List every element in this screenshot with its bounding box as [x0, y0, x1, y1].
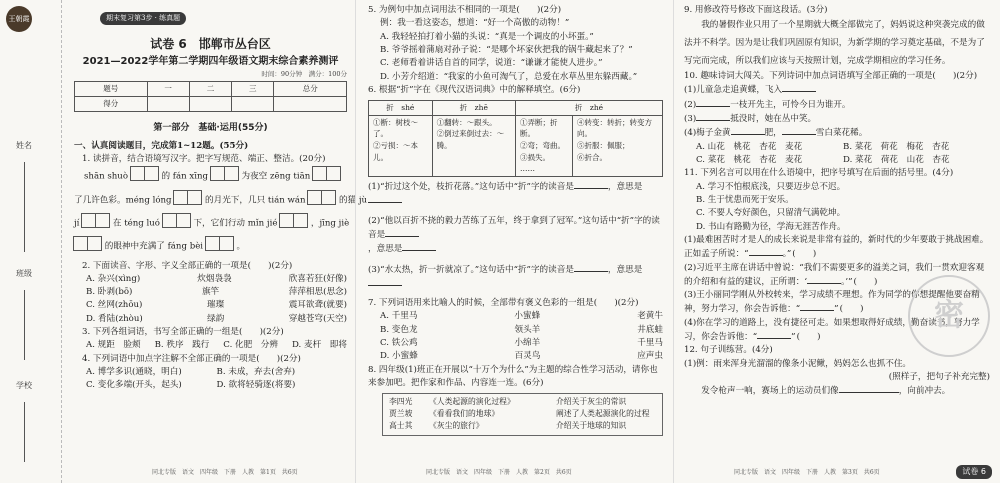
dictionary-table	[368, 100, 663, 177]
q1-line-4	[74, 236, 347, 256]
name-line	[24, 162, 25, 252]
author[interactable]: 高士其	[389, 421, 413, 431]
option-d[interactable]: D. 欲将轻骑逐(将要)	[216, 380, 296, 391]
q11-title: 11. 下列名言可以用在什么语境中，把序号填写在后面的括号里。(4分)	[684, 168, 954, 179]
pinyin: 下，它们行动 mǐn jié	[193, 218, 278, 229]
option-a[interactable]: A. 规距 脸颊	[86, 340, 141, 351]
q7-row-a: A. 千里马 小蜜蜂 老黄牛	[368, 310, 663, 323]
option-c[interactable]: C. 菜花 桃花 杏花 麦花	[696, 155, 803, 166]
table-head: 折 zhē	[432, 101, 515, 116]
option-d[interactable]: D. 小蜜蜂	[380, 351, 418, 362]
section-1-heading: 一、认真阅读题目，完成第1~12题。(55分)	[74, 140, 249, 151]
q11-option-a: A. 学习不怕根底浅，只要迈步总不迟。	[696, 181, 846, 192]
q3-title: 3. 下列各组词语，书写全部正确的一组是( )(2分)	[82, 327, 284, 338]
char-grid[interactable]	[211, 166, 239, 186]
option-c[interactable]: C. 丝网(zhōu)	[86, 300, 143, 311]
q5-option-d[interactable]: D. 小芳介绍道：“我家的小鱼可淘气了，总爱在水草丛里东躲西藏。”	[380, 71, 638, 82]
option-d[interactable]: D. 肴陆(zhòu)	[86, 313, 143, 324]
pinyin: shān shuò	[84, 171, 128, 182]
q10-line-2: (2) 一枝开先主，可怜今日为谁开。	[684, 99, 851, 110]
answer-blank[interactable]	[749, 247, 783, 256]
q4-options	[74, 366, 347, 393]
score-cell[interactable]	[189, 97, 231, 112]
class-line	[24, 290, 25, 360]
q3-options	[74, 339, 347, 352]
answer-blank[interactable]	[368, 277, 402, 286]
q11-option-d: D. 书山有路勤为径，学海无涯苦作舟。	[696, 221, 846, 232]
q9-text[interactable]: 我的暑假作业只用了一个星期就大概全部做完了，妈妈说这种突袭完成的做法并不科学。因为是让我们巩固原有知识，为新学期的学习奠定基础，不是为了写完而完成，所以我们应该与天按照计划，完成学期相应的学习任务。	[684, 20, 985, 66]
table-head: 折 shé	[369, 101, 433, 116]
char-grid[interactable]	[313, 166, 341, 186]
q10-title: 10. 趣味诗词大闯关。下列诗词中加点词语填写全部正确的一项是( )(2分)	[684, 71, 978, 82]
q1-title: 1. 读拼音，结合语境写汉字。把字写规范、端正、整洁。(20分)	[82, 153, 326, 164]
q11-option-b: B. 生于忧患而死于安乐。	[696, 194, 794, 205]
option-a[interactable]: A. 博学多识(通晓，明白)	[86, 367, 182, 378]
exam-time: 时间：90分钟 满分：100分	[261, 70, 347, 79]
table-cell: ④转变：转折；转变方向。 ⑤折服：佩服； ⑥折合。	[572, 115, 662, 176]
pinyin: jí	[74, 218, 80, 229]
answer-paren[interactable]: ( )	[853, 276, 878, 287]
option-text: 萍萍相思(思念)	[288, 287, 347, 298]
exam-tag: 试卷 6	[956, 465, 992, 479]
answer-blank[interactable]	[807, 275, 841, 284]
score-label: 得分	[75, 97, 148, 112]
exam-title: 试卷 6 邯郸市丛台区	[150, 37, 271, 52]
score-cell[interactable]	[232, 97, 274, 112]
answer-blank[interactable]	[782, 83, 816, 92]
q8-title: 8. 四年级(1)班正在开展以“十万个为什么”为主题的综合性学习活动，请你也来参加吧。把作家和作品、内容连一连。(6分)	[368, 364, 658, 388]
answer-blank[interactable]	[731, 126, 765, 135]
q6-title: 6. 根据“折”字在《现代汉语词典》中的解释填空。(6分)	[368, 84, 581, 95]
score-head: 一	[147, 82, 189, 97]
option-text: 震耳欲聋(就要)	[288, 300, 347, 311]
option-b[interactable]: B. 未成，弃去(舍弃)	[216, 367, 296, 378]
q10-line-1: (1)儿童急走追黄蝶，飞入	[684, 83, 990, 97]
q10-line-4: (4)梅子金黄 肥， 雪白菜花稀。	[684, 128, 868, 139]
score-head: 三	[232, 82, 274, 97]
work[interactable]: 《灰尘的旅行》	[429, 421, 484, 431]
part-1-heading: 第一部分 基础·运用(55分)	[153, 122, 268, 133]
pinyin: ，jīng jiè	[310, 218, 350, 229]
option-b[interactable]: B. 卧剥(bō)	[86, 287, 133, 298]
char-grid[interactable]	[74, 236, 102, 256]
char-grid[interactable]	[174, 190, 202, 210]
table-cell: ①翻转：～跟头。 ②倒过来倒过去：～腾。	[432, 115, 515, 176]
answer-blank[interactable]	[574, 263, 608, 272]
page-3-footer: 同北专版 语文 四年级 下册 人教 第3页 共6页	[734, 468, 880, 476]
score-cell[interactable]	[274, 97, 347, 112]
q11-sub-3: (3)王小丽同学刚从外校转来，学习成绩不理想。作为同学的你想提醒他要奋精神，努力学习，你会告诉他：“ ”( )	[684, 289, 990, 317]
strip-class: 班级	[16, 269, 32, 278]
answer-blank[interactable]	[782, 126, 816, 135]
page-2	[355, 0, 673, 483]
score-table	[74, 81, 347, 111]
work[interactable]: 《看看我们的地球》	[429, 409, 500, 419]
answer-blank[interactable]	[402, 242, 436, 251]
q7-row-d: D. 小蜜蜂 百灵鸟 应声虫	[368, 350, 663, 363]
author[interactable]: 李四光	[389, 397, 413, 407]
option-c[interactable]: C. 化肥 分辨	[223, 340, 278, 351]
char-grid[interactable]	[308, 190, 336, 210]
q6-sub-2: (2)“他以百折不挠的毅力苦练了五年，终于拿到了冠军。”这句话中“折”字的读音是	[368, 215, 660, 240]
answer-blank[interactable]	[696, 98, 730, 107]
option-b[interactable]: B. 菜花 荷花 梅花 杏花	[843, 141, 950, 152]
logo-text: 王朝霞	[8, 14, 30, 23]
char-grid[interactable]	[206, 236, 234, 256]
q2-options	[74, 273, 347, 326]
answer-blank[interactable]	[368, 194, 402, 203]
q1-line-1	[74, 166, 347, 186]
option-b[interactable]: B. 秩序 践行	[154, 340, 210, 351]
option-a[interactable]: A. 千里马	[380, 311, 418, 322]
pinyin: 为夜空 zēng tiān	[241, 171, 311, 182]
char-grid[interactable]	[163, 213, 191, 233]
pinyin: 的眼神中充满了 fáng bèi	[104, 241, 204, 252]
table-head: 折 zhé	[515, 101, 662, 116]
q1-line-2	[74, 190, 368, 210]
answer-paren[interactable]: ( )	[796, 332, 821, 343]
q5-option-c[interactable]: C. 老师看着讲话自首的同学，说道：“谦谦才能使人进步。”	[380, 58, 603, 69]
pinyin: 的月光下，几只 tián wán	[205, 195, 306, 206]
author[interactable]: 贾兰坡	[389, 409, 413, 419]
score-head: 题号	[75, 82, 148, 97]
q11-sub-4: (4)你在学习的道路上，没有捷径可走。如果想取得好成绩，勤奋读书，努力学习，你会告诉他：“ ”( )	[684, 317, 990, 345]
option-d[interactable]: D. 菜花 荷花 山花 杏花	[843, 155, 950, 166]
answer-blank[interactable]	[696, 112, 730, 121]
q10-line-3: (3) 抵没时，她在丛中笑。	[684, 114, 817, 125]
answer-blank[interactable]	[385, 228, 419, 237]
exam-subtitle: 2021—2022学年第二学期四年级语文期末综合素养测评	[82, 55, 339, 67]
answer-blank[interactable]	[574, 180, 608, 189]
answer-blank[interactable]	[757, 330, 791, 339]
answer-blank[interactable]	[800, 302, 834, 311]
score-cell[interactable]	[147, 97, 189, 112]
q7-row-b: B. 变色龙 领头羊 井底蛙	[368, 324, 663, 337]
page-1-footer: 同北专版 语文 四年级 下册 人教 第1页 共6页	[152, 468, 298, 476]
q5-example: 例：我一看这姿态，想道：“好一个高傲的动物！”	[380, 18, 570, 29]
pinyin: 的猫 jù	[338, 195, 368, 206]
matching-box	[382, 393, 663, 435]
pinyin: 在 téng luó	[112, 218, 160, 229]
content[interactable]: 介绍关于地球的知识	[556, 421, 627, 431]
option-text: 穿越苍穹(天空)	[288, 313, 347, 324]
page-3	[673, 0, 1000, 483]
pinyin: 的 fán xīng	[161, 171, 208, 182]
score-head: 二	[189, 82, 231, 97]
q2-title: 2. 下面读音、字形、字义全部正确的一项是( )(2分)	[82, 260, 293, 271]
content[interactable]: 阐述了人类起源演化的过程	[556, 409, 650, 419]
score-head: 总分	[274, 82, 347, 97]
option-b[interactable]: B. 变色龙	[380, 324, 418, 335]
char-grid[interactable]	[82, 213, 110, 233]
option-text: 欣喜若狂(好像)	[288, 273, 347, 284]
option-text: 绿韵	[207, 313, 225, 324]
section-badge: 期末复习第3步 · 练真题	[100, 12, 186, 25]
q7-title: 7. 下列词语用来比喻人的时候，全部带有褒义色彩的一组是( )(2分)	[368, 298, 639, 309]
option-d[interactable]: D. 麦杆 即将	[291, 340, 347, 351]
char-grid[interactable]	[280, 213, 308, 233]
strip-name: 姓名	[16, 141, 32, 150]
page-1	[62, 0, 368, 483]
q10-options	[684, 141, 990, 168]
q12-line-1: (1)例：雨来浑身光溜溜的像条小泥鳅，妈妈怎么也抓不住。	[684, 358, 912, 369]
q6-sub-1: (1)“折过这个处，枝折花落。”这句话中“折”字的读音是 ，意思是	[368, 180, 663, 209]
q1-line-3	[74, 213, 350, 233]
q9-title: 9. 用修改符号修改下面这段话。(3分)	[684, 5, 828, 15]
q11-sub-1: (1)最难困苦时才是人的成长来说是非常有益的，新时代的少年要敢于挑战困难。正如孟子所说：“ 。”( )	[684, 234, 990, 262]
table-cell: ①弄断；折断。 ②弯；弯曲。 ③损失。 ……	[515, 115, 572, 176]
option-c[interactable]: C. 铁公鸡	[380, 338, 418, 349]
q5-option-b[interactable]: B. 爷爷摇着蒲扇对孙子说：“是哪个坏家伙把我的锅牛藏起来了？”	[380, 44, 633, 55]
work[interactable]: 《人类起源的演化过程》	[429, 397, 515, 407]
strip-school: 学校	[16, 381, 32, 390]
watermark-stamp: 密	[908, 275, 990, 357]
q11-sub-2: (2)习近平主席在讲话中曾说：“我们不需要更多的溢美之词，我们一贯欢迎客观的介绍和有益的建议，正所谓：‘ 。’”( )	[684, 262, 990, 290]
q12-instruction: (照样子，把句子补充完整)	[888, 372, 990, 383]
option-text: 旗竿	[201, 287, 220, 298]
q12-title: 12. 句子训练营。(4分)	[684, 345, 773, 356]
table-cell: ①断：树枝～了。 ②亏损：～本儿。	[369, 115, 433, 176]
option-text: 璀璨	[206, 300, 225, 311]
option-a[interactable]: A. 杂兴(xìng)	[86, 273, 141, 284]
option-a[interactable]: A. 山花 桃花 杏花 麦花	[696, 141, 803, 152]
answer-paren[interactable]: ( )	[792, 249, 817, 260]
option-text: 炊烟袅袅	[197, 273, 232, 284]
answer-blank[interactable]	[839, 384, 899, 393]
answer-paren[interactable]: ( )	[839, 304, 864, 315]
page-2-footer: 同北专版 语文 四年级 下册 人教 第2页 共6页	[426, 468, 572, 476]
q7-row-c: C. 铁公鸡 小绵羊 千里马	[368, 337, 663, 350]
pinyin: 了几许色彩。méng lóng	[74, 195, 172, 206]
q5-option-a[interactable]: A. 我轻轻拍打着小猫的头说：“真是一个调皮的小坏蛋。”	[380, 31, 594, 42]
q5-title: 5. 为例句中加点词用法不相同的一项是( )(2分)	[368, 5, 562, 15]
publisher-logo	[6, 6, 32, 32]
char-grid[interactable]	[131, 166, 159, 186]
q6-sub-3: (3)“水太热，折一折就凉了。”这句话中“折”字的读音是 ，意思是	[368, 263, 663, 292]
q4-title: 4. 下列词语中加点字注解不全部正确的一项是( )(2分)	[82, 353, 301, 364]
q6-sub-2b: ，意思是	[368, 242, 663, 256]
option-c[interactable]: C. 变化多端(开头，起头)	[86, 380, 182, 391]
content[interactable]: 介绍关于灰尘的常识	[556, 397, 627, 407]
binding-strip	[0, 0, 62, 483]
q12-line-2: 发令枪声一响，赛场上的运动员们像 ，向前冲去。	[701, 386, 951, 397]
q11-option-c: C. 不要人夸好颜色，只留清气满乾坤。	[696, 208, 846, 219]
pinyin: 。	[236, 241, 246, 252]
school-line	[24, 402, 25, 462]
